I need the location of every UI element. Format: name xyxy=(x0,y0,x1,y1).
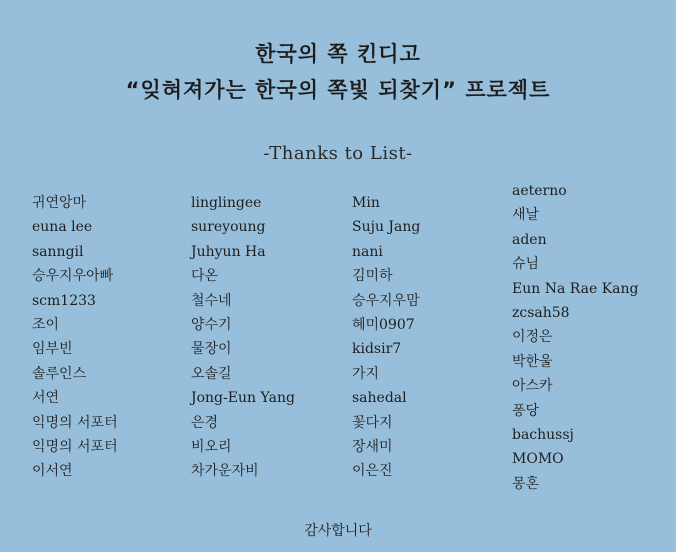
supporter-name: Min xyxy=(352,195,380,211)
supporter-name: 슈님 xyxy=(512,256,540,273)
supporter-name: nani xyxy=(352,243,383,260)
supporter-column-2 xyxy=(191,191,295,484)
supporter-name: 혜미0907 xyxy=(352,316,415,333)
supporter-name: 은경 xyxy=(191,414,219,431)
supporter-name: aden xyxy=(512,231,547,248)
supporter-name: 이서연 xyxy=(32,463,73,480)
supporter-name: 박한울 xyxy=(512,353,553,370)
supporter-name: 물장이 xyxy=(191,341,232,358)
supporter-name: 차가운자비 xyxy=(191,463,259,480)
supporter-name: euna lee xyxy=(32,219,93,236)
supporter-name: 양수기 xyxy=(191,316,232,333)
supporter-name: 승우지우아빠 xyxy=(32,268,114,285)
supporter-name: 몽혼 xyxy=(512,475,540,492)
closing-message: 감사합니다 xyxy=(304,523,372,539)
supporter-name: 비오리 xyxy=(191,438,232,455)
supporter-name: 귀연앙마 xyxy=(32,195,87,211)
supporter-name: Juhyun Ha xyxy=(191,243,266,260)
supporter-name: 익명의 서포터 xyxy=(32,414,118,431)
supporter-name: sanngil xyxy=(32,243,84,260)
supporter-name: aeterno xyxy=(512,183,567,199)
thanks-heading: -Thanks to List- xyxy=(263,143,413,164)
supporter-column-3 xyxy=(352,191,420,484)
supporter-name: kidsir7 xyxy=(352,341,402,358)
supporter-name: 아스카 xyxy=(512,378,553,395)
supporter-name: Eun Na Rae Kang xyxy=(512,280,639,297)
supporter-name: zcsah58 xyxy=(512,304,570,321)
supporter-name: 이정은 xyxy=(512,329,553,346)
supporter-name: 조이 xyxy=(32,316,60,333)
supporter-name: bachussj xyxy=(512,426,574,443)
supporter-name: 서연 xyxy=(32,390,60,407)
supporter-name: linglingee xyxy=(191,195,262,211)
supporter-name: Suju Jang xyxy=(352,219,421,236)
supporter-name: sahedal xyxy=(352,390,407,407)
project-subtitle: “잊혀져가는 한국의 쪽빛 되찾기” 프로젝트 xyxy=(125,78,551,102)
supporter-name: 솔루인스 xyxy=(32,365,87,382)
supporter-name: Jong-Eun Yang xyxy=(191,390,295,407)
supporter-name: 임부빈 xyxy=(32,341,73,358)
supporter-name: 퐁당 xyxy=(512,402,540,419)
supporter-name: scm1233 xyxy=(32,292,96,309)
supporter-name: 가지 xyxy=(352,365,380,382)
supporter-name: 다온 xyxy=(191,268,219,285)
supporter-name: 익명의 서포터 xyxy=(32,438,118,455)
supporter-name: 오솔길 xyxy=(191,365,232,382)
supporter-name: 장새미 xyxy=(352,438,393,455)
project-title: 한국의 쪽 킨디고 xyxy=(255,42,421,66)
supporter-name: 김미하 xyxy=(352,268,393,285)
supporter-name: 꽃다지 xyxy=(352,414,393,431)
supporter-column-4 xyxy=(512,179,638,496)
supporter-column-1 xyxy=(32,191,118,484)
supporter-name: MOMO xyxy=(512,451,564,468)
supporter-name: sureyoung xyxy=(191,219,266,236)
supporter-name: 승우지우맘 xyxy=(352,292,420,309)
supporter-name: 철수네 xyxy=(191,292,232,309)
supporter-name: 새날 xyxy=(512,207,540,224)
supporter-name: 이은진 xyxy=(352,463,393,480)
